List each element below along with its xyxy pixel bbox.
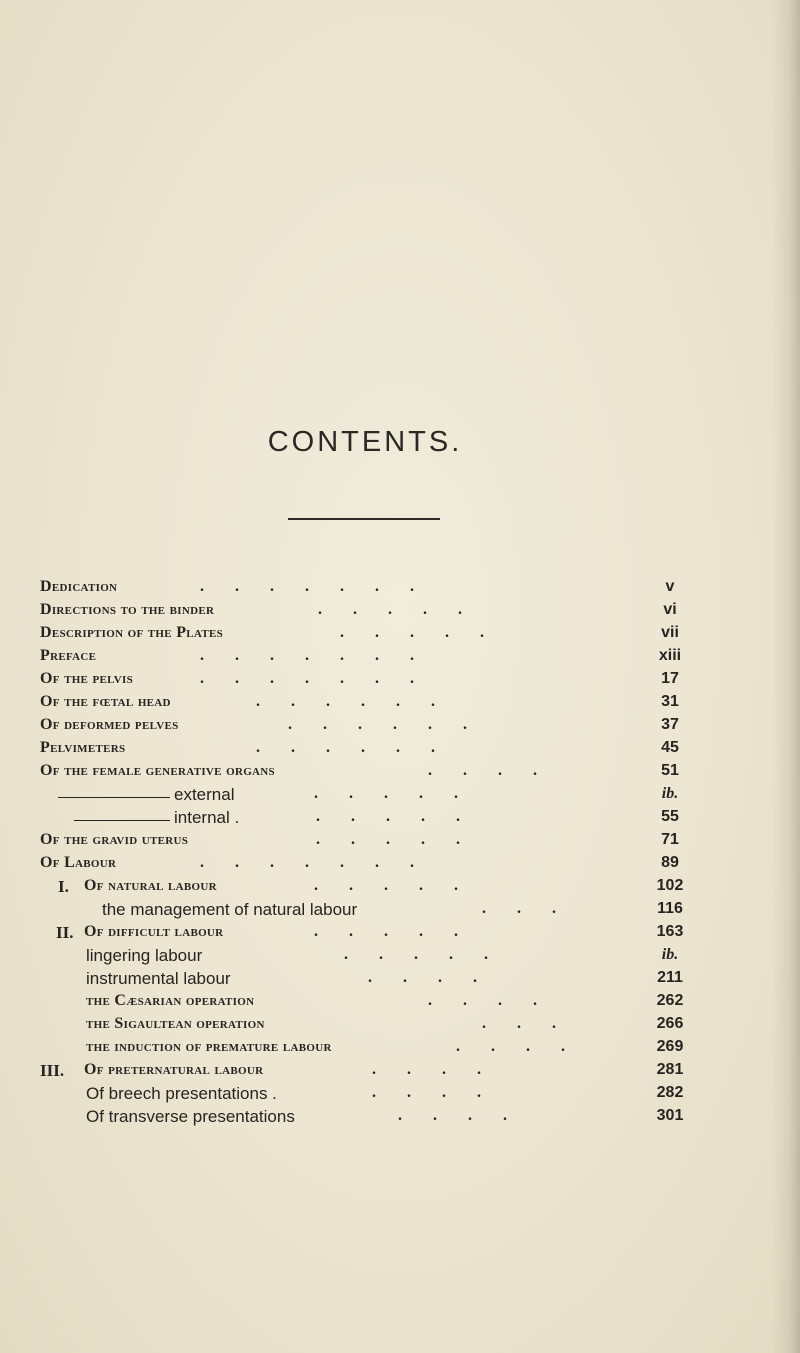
toc-entry-label: Of transverse presentations: [86, 1107, 295, 1126]
toc-entry-page: vii: [661, 624, 679, 641]
toc-row: [0, 739, 800, 761]
toc-row: [0, 808, 800, 830]
leader-dots: .....: [314, 877, 489, 894]
toc-entry-page: 55: [661, 808, 679, 825]
toc-entry-page: xiii: [658, 647, 682, 664]
toc-entry-page: 89: [661, 854, 679, 871]
leader-dots: ...: [482, 900, 587, 917]
toc-row: [0, 716, 800, 738]
toc-entry-page: 262: [656, 992, 684, 1009]
leader-dots: ....: [372, 1084, 512, 1101]
toc-row: [0, 946, 800, 968]
toc-row: [0, 992, 800, 1014]
leader-dots: ....: [456, 1038, 596, 1055]
toc-entry-page: 301: [656, 1107, 684, 1124]
toc-entry-page: 211: [657, 969, 683, 986]
toc-entry-label: Pelvimeters: [40, 739, 126, 756]
toc-entry-label: the induction of premature labour: [86, 1038, 332, 1055]
leader-dots: ....: [368, 969, 508, 986]
toc-row: [0, 578, 800, 600]
leader-dots: .....: [314, 785, 489, 802]
toc-entry-label: the Cæsarian operation: [86, 992, 255, 1009]
toc-entry-page: 45: [661, 739, 679, 756]
leader-dots: .....: [314, 923, 489, 940]
toc-entry-label: the Sigaultean operation: [86, 1015, 265, 1032]
toc-entry-page: 281: [656, 1061, 684, 1078]
toc-entry-label: Of the gravid uterus: [40, 831, 189, 848]
leader-dots: ....: [428, 762, 568, 779]
toc-row: [0, 1038, 800, 1060]
toc-entry-page: v: [665, 578, 675, 595]
section-numeral: III.: [40, 1061, 65, 1080]
toc-row: [0, 624, 800, 646]
toc-row: [0, 785, 800, 807]
toc-entry-label: instrumental labour: [86, 969, 231, 988]
toc-entry-label: Of the female generative organs: [40, 762, 275, 779]
leader-dots: .....: [340, 624, 515, 641]
toc-entry-label: Of natural labour: [84, 877, 217, 894]
toc-entry-page: ib.: [661, 946, 679, 963]
toc-row: [0, 762, 800, 784]
toc-entry-label: Of difficult labour: [84, 923, 224, 940]
toc-entry-page: 163: [656, 923, 684, 940]
toc-entry-label: internal .: [174, 808, 240, 827]
ditto-rule: [74, 820, 170, 821]
toc-entry-label: Of preternatural labour: [84, 1061, 264, 1078]
toc-row: [0, 693, 800, 715]
leader-dots: .......: [200, 670, 445, 687]
leader-dots: .......: [200, 647, 445, 664]
toc-entry-page: 102: [656, 877, 684, 894]
title-rule: [288, 518, 440, 520]
toc-row: [0, 969, 800, 991]
toc-row: [0, 1061, 800, 1083]
toc-entry-label: lingering labour: [86, 946, 203, 965]
toc-entry-page: 71: [661, 831, 679, 848]
leader-dots: ......: [256, 693, 466, 710]
toc-entry-page: 37: [661, 716, 679, 733]
toc-entry-page: 116: [657, 900, 683, 917]
toc-entry-label: Preface: [40, 647, 97, 664]
leader-dots: .......: [200, 578, 445, 595]
toc-entry-label: external: [174, 785, 235, 804]
toc-entry-label: Description of the Plates: [40, 624, 224, 641]
toc-entry-page: ib.: [661, 785, 679, 802]
toc-row: [0, 923, 800, 945]
leader-dots: .....: [316, 831, 491, 848]
toc-entry-page: vi: [663, 601, 677, 618]
leader-dots: .....: [318, 601, 493, 618]
leader-dots: .....: [344, 946, 519, 963]
toc-row: [0, 1084, 800, 1106]
leader-dots: ...: [482, 1015, 587, 1032]
toc-entry-label: Of the fœtal head: [40, 693, 171, 710]
toc-row: [0, 647, 800, 669]
toc-entry-page: 269: [656, 1038, 684, 1055]
leader-dots: .....: [316, 808, 491, 825]
toc-row: [0, 1107, 800, 1129]
toc-row: [0, 854, 800, 876]
page-title: CONTENTS.: [267, 426, 463, 458]
toc-entry-page: 282: [656, 1084, 684, 1101]
toc-entry-label: Of Labour: [40, 854, 117, 871]
toc-entry-page: 51: [661, 762, 679, 779]
toc-row: [0, 831, 800, 853]
toc-entry-page: 266: [656, 1015, 684, 1032]
toc-entry-label: Directions to the binder: [40, 601, 215, 618]
toc-row: [0, 900, 800, 922]
toc-entry-label: Of breech presentations .: [86, 1084, 277, 1103]
section-numeral: II.: [56, 923, 74, 942]
toc-row: [0, 1015, 800, 1037]
toc-row: [0, 601, 800, 623]
toc-row: [0, 670, 800, 692]
leader-dots: ....: [372, 1061, 512, 1078]
leader-dots: ......: [256, 739, 466, 756]
toc-entry-label: the management of natural labour: [102, 900, 358, 919]
leader-dots: ....: [428, 992, 568, 1009]
toc-entry-label: Dedication: [40, 578, 118, 595]
leader-dots: ......: [288, 716, 498, 733]
toc-row: [0, 877, 800, 899]
toc-entry-label: Of deformed pelves: [40, 716, 179, 733]
toc-entry-page: 31: [661, 693, 679, 710]
toc-entry-page: 17: [661, 670, 679, 687]
ditto-rule: [58, 797, 170, 798]
leader-dots: ....: [398, 1107, 538, 1124]
section-numeral: I.: [58, 877, 69, 896]
leader-dots: .......: [200, 854, 445, 871]
toc-entry-label: Of the pelvis: [40, 670, 134, 687]
